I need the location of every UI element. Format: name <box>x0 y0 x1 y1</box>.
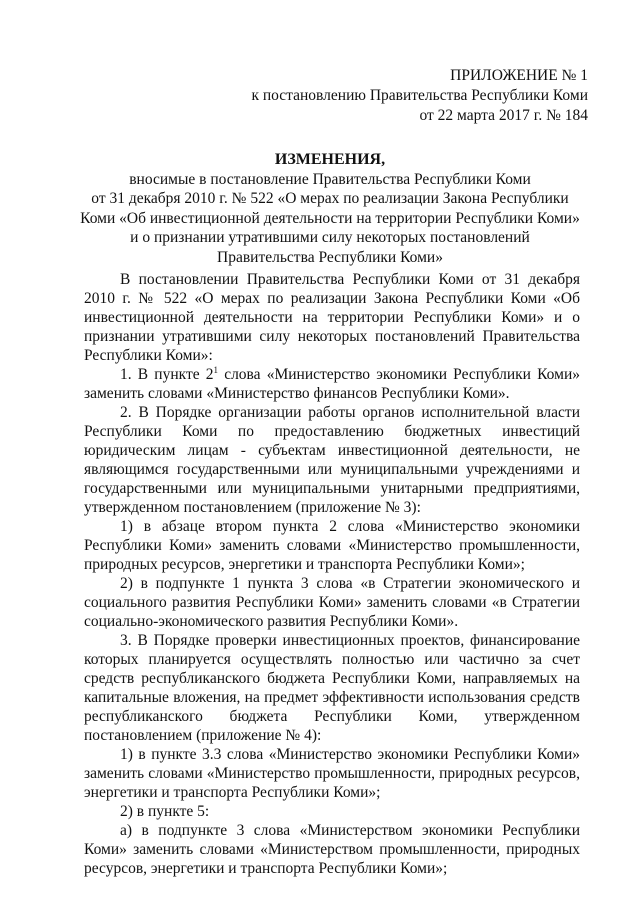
paragraph: В постановлении Правительства Республики Коми от 31 декабря 2010 г. № 522 «О мерах по реализации Закона Республики Коми «Об инвестиционной деятельности на территории Республики Коми» и о признании утратившими силу некоторых постановлений Правительства Республики Коми»: <box>84 271 580 364</box>
heading-line: и о признании утратившими силу некоторых постановлений <box>130 229 530 246</box>
heading-line: вносимые в постановление Правительства Республики Коми <box>129 170 531 188</box>
paragraph-text: 1. В пункте 2 <box>120 366 214 383</box>
appendix-header <box>251 66 588 126</box>
document-heading <box>80 150 580 267</box>
paragraph: 1) в пункте 3.3 слова «Министерство экономики Республики Коми» заменить словами «Министерство промышленности, природных ресурсов, энергетики и транспорта Республики Коми»; <box>84 746 580 801</box>
paragraph: 3. В Порядке проверки инвестиционных проектов, финансирование которых планируется осуществлять полностью или частично за счет средств республиканского бюджета Республики Коми, направляемых на капитальные вложения, на предмет эффективности использования средств республиканского бюджета Республики Коми, утвержденном постановлением (приложение № 4): <box>84 632 580 744</box>
document-body <box>84 270 580 878</box>
heading-line: Коми «Об инвестиционной деятельности на территории Республики Коми» <box>80 209 580 227</box>
paragraph <box>84 365 580 403</box>
heading-line: Правительства Республики Коми» <box>217 248 443 266</box>
appendix-date: от 22 марта 2017 г. № 184 <box>419 107 588 124</box>
paragraph: 1) в абзаце втором пункта 2 слова «Министерство экономики Республики Коми» заменить словами «Министерство промышленности, природных ресурсов, энергетики и транспорта Республики Коми»; <box>84 518 580 573</box>
paragraph: а) в подпункте 3 слова «Министерством экономики Республики Коми» заменить словами «Министерством промышленности, природных ресурсов, энергетики и транспорта Республики Коми»; <box>84 822 580 877</box>
heading-line: от 31 декабря 2010 г. № 522 «О мерах по реализации Закона Республики <box>91 190 569 207</box>
paragraph: 2) в подпункте 1 пункта 3 слова «в Стратегии экономического и социального развития Республики Коми» заменить словами «в Стратегии социально-экономического развития Республики Коми». <box>84 575 580 630</box>
paragraph-text: слова «Министерство экономики Республики Коми» заменить словами «Министерство финансов Республики Коми». <box>84 366 580 402</box>
appendix-reference: к постановлению Правительства Республики Коми <box>251 87 588 104</box>
paragraph: 2. В Порядке организации работы органов исполнительной власти Республики Коми по предоставлению бюджетных инвестиций юридическим лицам - субъектам инвестиционной деятельности, не являющимся государственными или муниципальными учреждениями и государственными или муниципальными унитарными предприятиями, утвержденном постановлением (приложение № 3): <box>84 404 580 516</box>
paragraph: 2) в пункте 5: <box>120 803 210 820</box>
superscript: 1 <box>213 364 219 375</box>
appendix-title: ПРИЛОЖЕНИЕ № 1 <box>450 67 588 84</box>
heading-title: ИЗМЕНЕНИЯ, <box>274 151 386 168</box>
